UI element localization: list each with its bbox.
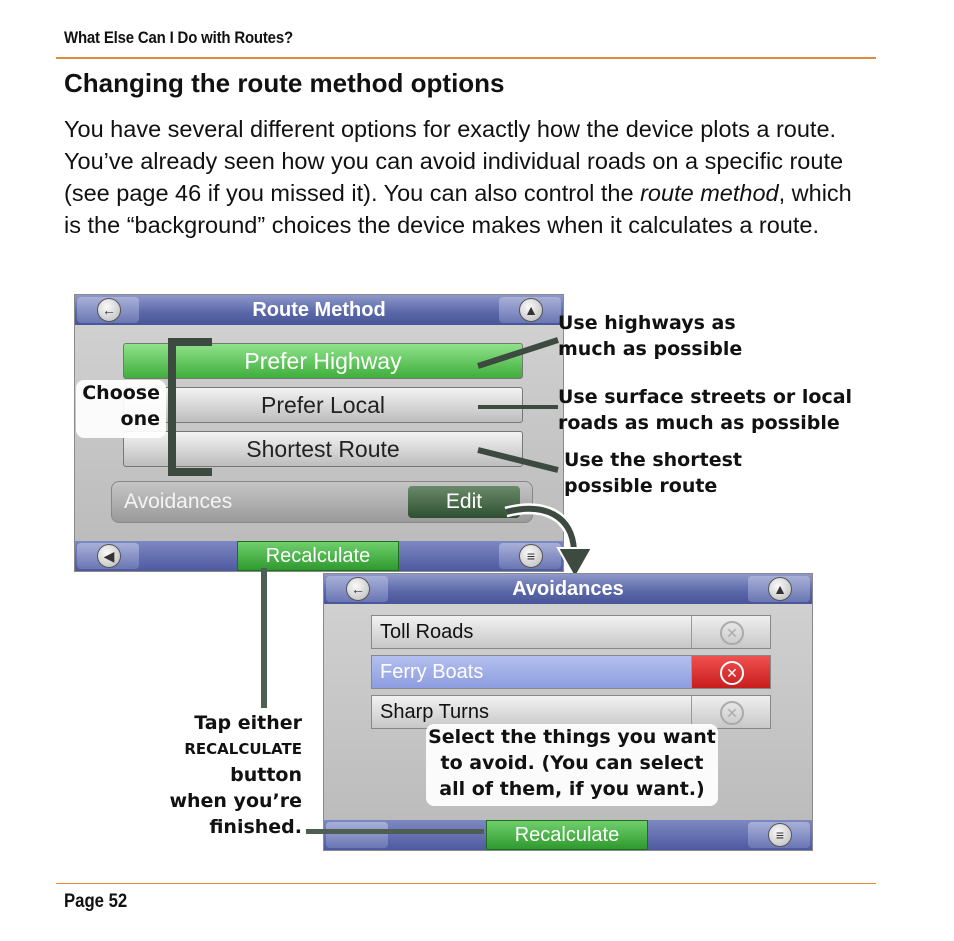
body-text-part2: , which is the “background” choices the device makes when it calculates a route. <box>64 180 852 238</box>
back-arrow-icon: ← <box>97 298 121 322</box>
recalc-connector-vertical <box>261 568 267 708</box>
close-icon: ✕ <box>720 701 744 725</box>
tap-line5: finished. <box>209 816 302 838</box>
close-icon: ✕ <box>720 661 744 685</box>
avoidances-label: Avoidances <box>124 490 233 513</box>
recalculate-button[interactable]: Recalculate <box>237 541 399 571</box>
running-head: What Else Can I Do with Routes? <box>64 28 293 47</box>
shortest-line1: Use the shortest <box>564 449 742 471</box>
avoid-sharp-turns-label: Sharp Turns <box>380 701 489 723</box>
surface-line1: Use surface streets or local <box>558 386 853 408</box>
highways-line2: much as possible <box>558 338 743 360</box>
close-icon: ✕ <box>720 621 744 645</box>
page-number: Page 52 <box>64 891 128 912</box>
menu-icon: ≡ <box>768 823 792 847</box>
avoidances-title: Avoidances <box>512 578 624 600</box>
home-icon: ▲ <box>768 577 792 601</box>
tap-line4: when you’re <box>169 790 302 812</box>
back-arrow-icon: ← <box>346 577 370 601</box>
choose-one-line2: one <box>120 408 160 430</box>
avoidances-recalculate-button[interactable]: Recalculate <box>486 820 648 850</box>
tap-line2: RECALCULATE <box>184 740 302 758</box>
avoidances-titlebar <box>324 574 812 604</box>
toll-roads-toggle[interactable] <box>691 616 770 648</box>
avoidances-menu-button[interactable] <box>748 822 810 848</box>
tap-line1: Tap either <box>194 712 302 734</box>
choose-bracket-vertical <box>168 338 176 476</box>
shortest-callout <box>564 447 742 499</box>
select-line2: to avoid. (You can select <box>440 752 704 774</box>
shortest-connector <box>478 450 558 470</box>
recalc-connector-horizontal <box>306 829 484 834</box>
shortest-route-button[interactable]: Shortest Route <box>123 431 523 467</box>
avoid-ferry-boats-row[interactable] <box>371 655 771 689</box>
avoid-toll-roads-label: Toll Roads <box>380 621 474 643</box>
home-icon: ▲ <box>519 298 543 322</box>
route-method-titlebar <box>75 295 563 325</box>
select-line1: Select the things you want <box>428 726 716 748</box>
menu-icon: ≡ <box>519 544 543 568</box>
body-paragraph <box>64 113 874 241</box>
select-line3: all of them, if you want.) <box>439 778 705 800</box>
avoidances-home-button[interactable] <box>748 576 810 602</box>
header-rule <box>56 57 876 59</box>
tap-line3: button <box>230 764 302 786</box>
avoid-ferry-boats-label: Ferry Boats <box>380 661 484 683</box>
avoid-toll-roads-row[interactable] <box>371 615 771 649</box>
speaker-icon: ◀ <box>97 544 121 568</box>
choose-one-callout <box>76 380 166 438</box>
footer-rule <box>56 883 876 884</box>
highways-callout <box>558 310 742 362</box>
edit-button[interactable]: Edit <box>408 486 520 518</box>
choose-bracket-bottom <box>168 468 212 476</box>
section-heading: Changing the route method options <box>64 68 505 98</box>
surface-callout <box>558 384 852 436</box>
highways-line1: Use highways as <box>558 312 736 334</box>
highway-connector <box>478 340 558 366</box>
avoidances-screen <box>323 573 813 851</box>
body-text-part1: You have several different options for exactly how the device plots a route. You’ve already seen how you can avoid individual roads on a specific route (see page 46 if you missed it). You can also control the <box>64 116 844 206</box>
shortest-line2: possible route <box>564 475 718 497</box>
volume-button[interactable] <box>77 543 139 569</box>
select-avoid-callout <box>426 724 718 806</box>
choose-one-line1: Choose <box>82 382 160 404</box>
prefer-highway-button[interactable]: Prefer Highway <box>123 343 523 379</box>
choose-bracket-top <box>168 338 212 346</box>
prefer-local-button[interactable]: Prefer Local <box>123 387 523 423</box>
body-text-italic: route method <box>640 180 779 206</box>
avoidances-bottombar <box>324 820 812 850</box>
home-button[interactable] <box>499 297 561 323</box>
route-method-title: Route Method <box>252 299 386 321</box>
tap-recalculate-callout <box>140 710 302 840</box>
avoidances-volume-button[interactable] <box>326 822 388 848</box>
surface-line2: roads as much as possible <box>558 412 840 434</box>
ferry-boats-toggle[interactable] <box>691 656 770 688</box>
